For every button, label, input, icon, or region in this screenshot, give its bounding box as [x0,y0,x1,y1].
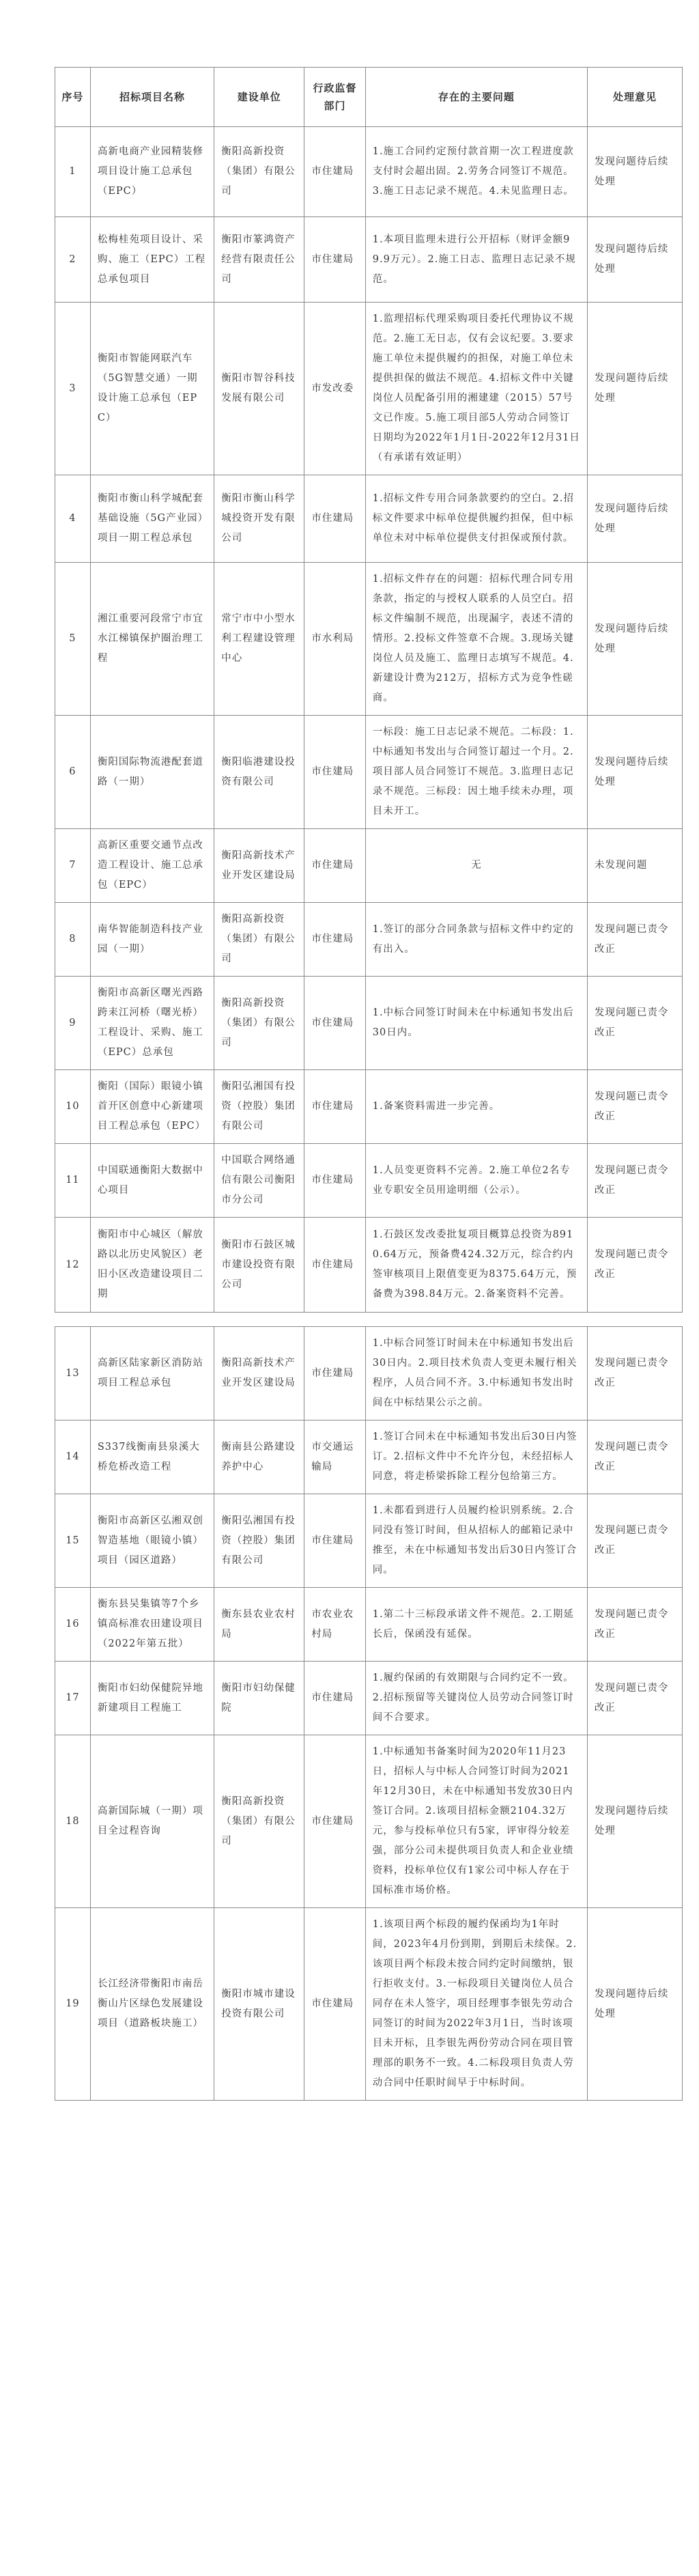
supervision-dept: 市住建局 [304,1494,366,1588]
main-issues: 1.中标通知书备案时间为2020年11月23日，招标人与中标人合同签订时间为2021年12月30日，未在中标通知书发放30日内签订合同。2.该项目招标金额2104.32万元，参与投标单位只有5家，评审得分较差强，部分公司未提供项目负责人和企业业绩资料，投标单位仅有1家公司中标人存在于国标准市场价格。 [365,1735,587,1908]
supervision-dept: 市交通运输局 [304,1420,366,1494]
header-project-name: 招标项目名称 [90,68,214,127]
project-name: 湘江重要河段常宁市宜水江梯镇保护圈治理工程 [90,563,214,716]
row-number: 15 [55,1494,91,1588]
construction-unit: 衡阳市衡山科学城投资开发有限公司 [214,475,304,563]
table-header-row [55,68,683,127]
row-number: 3 [55,303,91,475]
construction-unit: 常宁市中小型水利工程建设管理中心 [214,563,304,716]
main-issues: 1.签订合同未在中标通知书发出后30日内签订。2.招标文件中不允许分包，未经招标人同意，将走桥梁拆除工程分包给第三方。 [365,1420,587,1494]
construction-unit: 衡阳高新投资（集团）有限公司 [214,977,304,1070]
main-issues: 无 [365,829,587,903]
table-row [55,1420,683,1494]
table-row [55,127,683,217]
construction-unit: 衡阳高新投资（集团）有限公司 [214,903,304,977]
row-number: 11 [55,1144,91,1218]
table-gap [55,1313,683,1326]
supervision-dept: 市住建局 [304,1144,366,1218]
supervision-dept: 市住建局 [304,1908,366,2101]
row-number: 2 [55,217,91,303]
table-row [55,1327,683,1420]
supervision-dept: 市水利局 [304,563,366,716]
supervision-dept: 市住建局 [304,903,366,977]
table-row [55,1588,683,1662]
project-name: 衡阳国际物流港配套道路（一期） [90,716,214,829]
handling-opinion: 发现问题已责令改正 [587,1144,682,1218]
handling-opinion: 发现问题待后续处理 [587,127,682,217]
supervision-dept: 市住建局 [304,475,366,563]
handling-opinion: 发现问题待后续处理 [587,303,682,475]
project-name: 高新国际城（一期）项目全过程咨询 [90,1735,214,1908]
construction-unit: 衡阳高新投资（集团）有限公司 [214,127,304,217]
handling-opinion: 发现问题待后续处理 [587,1735,682,1908]
table-row [55,303,683,475]
handling-opinion: 发现问题已责令改正 [587,1327,682,1420]
table-row [55,1144,683,1218]
table-row [55,563,683,716]
row-number: 5 [55,563,91,716]
row-number: 9 [55,977,91,1070]
main-issues: 1.招标文件专用合同条款要约的空白。2.招标文件要求中标单位提供履约担保，但中标单位未对中标单位提供支付担保或预付款。 [365,475,587,563]
handling-opinion: 发现问题已责令改正 [587,1588,682,1662]
handling-opinion: 发现问题待后续处理 [587,1908,682,2101]
construction-unit: 衡阳市妇幼保健院 [214,1662,304,1735]
table-row [55,716,683,829]
row-number: 12 [55,1218,91,1313]
construction-unit: 衡阳弘湘国有投资（控股）集团有限公司 [214,1070,304,1144]
project-name: 长江经济带衡阳市南岳衡山片区绿色发展建设项目（道路板块施工） [90,1908,214,2101]
supervision-dept: 市发改委 [304,303,366,475]
row-number: 10 [55,1070,91,1144]
project-name: 衡阳市高新区弘湘双创智造基地（眼镜小镇）项目（园区道路） [90,1494,214,1588]
project-name: 衡阳（国际）眼镜小镇首开区创意中心新建项目工程总承包（EPC） [90,1070,214,1144]
supervision-dept: 市住建局 [304,1070,366,1144]
handling-opinion: 发现问题已责令改正 [587,1662,682,1735]
table-row [55,475,683,563]
project-name: 衡东县吴集镇等7个乡镇高标准农田建设项目（2022年第五批） [90,1588,214,1662]
supervision-dept: 市住建局 [304,716,366,829]
main-issues: 1.招标文件存在的问题：招标代理合同专用条款，指定的与授权人联系的人员空白。招标文件编制不规范，出现漏字，表述不清的情形。2.投标文件签章不合规。3.现场关键岗位人员及施工、监理日志填写不规范。4.新建设计费为212万，招标方式为竞争性磋商。 [365,563,587,716]
handling-opinion: 发现问题已责令改正 [587,1420,682,1494]
project-name: 高新区陆家新区消防站项目工程总承包 [90,1327,214,1420]
project-name: 高新区重要交通节点改造工程设计、施工总承包（EPC） [90,829,214,903]
handling-opinion: 发现问题已责令改正 [587,977,682,1070]
supervision-dept: 市住建局 [304,1218,366,1313]
row-number: 4 [55,475,91,563]
main-issues: 1.施工合同约定预付款首期一次工程进度款支付时会超出固。2.劳务合同签订不规范。3.施工日志记录不规范。4.未见监理日志。 [365,127,587,217]
handling-opinion: 发现问题已责令改正 [587,1070,682,1144]
table-row [55,1735,683,1908]
inspection-table-part2 [55,1326,683,2101]
inspection-table-part1 [55,67,683,1313]
construction-unit: 衡阳市石鼓区城市建设投资有限公司 [214,1218,304,1313]
supervision-dept: 市住建局 [304,1735,366,1908]
main-issues: 1.石鼓区发改委批复项目概算总投资为8910.64万元，预备费424.32万元，综合约内签审核项目上限值变更为8375.64万元，预备费为398.84万元。2.备案资料不完善。 [365,1218,587,1313]
main-issues: 1.第二十三标段承诺文件不规范。2.工期延长后，保函没有延保。 [365,1588,587,1662]
main-issues: 1.中标合同签订时间未在中标通知书发出后30日内。 [365,977,587,1070]
construction-unit: 中国联合网络通信有限公司衡阳市分公司 [214,1144,304,1218]
main-issues: 1.未都看到进行人员履约检识别系统。2.合同没有签订时间，但从招标人的邮箱记录中推至，未在中标通知书发出后30日内签订合同。 [365,1494,587,1588]
handling-opinion: 未发现问题 [587,829,682,903]
construction-unit: 衡阳市智谷科技发展有限公司 [214,303,304,475]
handling-opinion: 发现问题已责令改正 [587,1218,682,1313]
handling-opinion: 发现问题待后续处理 [587,217,682,303]
construction-unit: 衡南县公路建设养护中心 [214,1420,304,1494]
table-row [55,977,683,1070]
project-name: S337线衡南县泉溪大桥危桥改造工程 [90,1420,214,1494]
row-number: 6 [55,716,91,829]
row-number: 19 [55,1908,91,2101]
construction-unit: 衡阳高新技术产业开发区建设局 [214,1327,304,1420]
main-issues: 1.签订的部分合同条款与招标文件中约定的有出入。 [365,903,587,977]
header-main-issues: 存在的主要问题 [365,68,587,127]
construction-unit: 衡阳弘湘国有投资（控股）集团有限公司 [214,1494,304,1588]
project-name: 高新电商产业园精装修项目设计施工总承包（EPC） [90,127,214,217]
document-page [55,67,683,2101]
table-row [55,903,683,977]
header-supervision-dept: 行政监督部门 [304,68,366,127]
main-issues: 1.该项目两个标段的履约保函均为1年时间，2023年4月份到期，到期后未续保。2.该项目两个标段未按合同约定时间缴纳，银行拒收支付。3.一标段项目关键岗位人员合同存在未人签字，项目经理事李银先劳动合同签订的时间为2022年3月1日，当时该项目未开标，且李银先两份劳动合同在项目管理部的职务不一致。4.二标段项目负责人劳动合同中任职时间早于中标时间。 [365,1908,587,2101]
project-name: 衡阳市中心城区（解放路以北历史风貌区）老旧小区改造建设项目二期 [90,1218,214,1313]
row-number: 16 [55,1588,91,1662]
project-name: 中国联通衡阳大数据中心项目 [90,1144,214,1218]
handling-opinion: 发现问题待后续处理 [587,563,682,716]
supervision-dept: 市住建局 [304,217,366,303]
main-issues: 1.中标合同签订时间未在中标通知书发出后30日内。2.项目技术负责人变更未履行相关程序，人员合同不齐。3.中标通知书发出时间在中标结果公示之前。 [365,1327,587,1420]
construction-unit: 衡阳市篆鸿资产经营有限责任公司 [214,217,304,303]
row-number: 7 [55,829,91,903]
table-row [55,829,683,903]
project-name: 南华智能制造科技产业园（一期） [90,903,214,977]
main-issues: 1.备案资料需进一步完善。 [365,1070,587,1144]
table-row [55,1494,683,1588]
main-issues: 1.人员变更资料不完善。2.施工单位2名专业专职安全员用途明细（公示）。 [365,1144,587,1218]
supervision-dept: 市住建局 [304,1662,366,1735]
supervision-dept: 市住建局 [304,977,366,1070]
project-name: 衡阳市妇幼保健院异地新建项目工程施工 [90,1662,214,1735]
supervision-dept: 市农业农村局 [304,1588,366,1662]
project-name: 衡阳市高新区曙光西路跨耒江河桥（曙光桥）工程设计、采购、施工（EPC）总承包 [90,977,214,1070]
project-name: 松梅桂苑项目设计、采购、施工（EPC）工程总承包项目 [90,217,214,303]
table-row [55,1662,683,1735]
main-issues: 1.本项目监理未进行公开招标（财评金额99.9万元）。2.施工日志、监理日志记录不规范。 [365,217,587,303]
handling-opinion: 发现问题待后续处理 [587,716,682,829]
header-opinion: 处理意见 [587,68,682,127]
construction-unit: 衡阳高新投资（集团）有限公司 [214,1735,304,1908]
main-issues: 1.履约保函的有效期限与合同约定不一致。2.招标预留等关键岗位人员劳动合同签订时间不合要求。 [365,1662,587,1735]
construction-unit: 衡阳市城市建设投资有限公司 [214,1908,304,2101]
construction-unit: 衡阳临港建设投资有限公司 [214,716,304,829]
row-number: 8 [55,903,91,977]
supervision-dept: 市住建局 [304,127,366,217]
table-row [55,1908,683,2101]
table-row [55,1218,683,1313]
main-issues: 1.监理招标代理采购项目委托代理协议不规范。2.施工无日志，仅有会议纪要。3.要求施工单位未提供履约的担保，对施工单位未提供担保的做法不规范。4.招标文件中关键岗位人员配备引用的湘建建（2015）57号文已作废。5.施工项目部5人劳动合同签订日期均为2022年1月1日-2022年12月31日（有承诺有效证明） [365,303,587,475]
table-row [55,217,683,303]
handling-opinion: 发现问题已责令改正 [587,903,682,977]
handling-opinion: 发现问题已责令改正 [587,1494,682,1588]
header-construction-unit: 建设单位 [214,68,304,127]
construction-unit: 衡东县农业农村局 [214,1588,304,1662]
row-number: 1 [55,127,91,217]
construction-unit: 衡阳高新技术产业开发区建设局 [214,829,304,903]
supervision-dept: 市住建局 [304,829,366,903]
row-number: 18 [55,1735,91,1908]
supervision-dept: 市住建局 [304,1327,366,1420]
project-name: 衡阳市衡山科学城配套基础设施（5G产业园）项目一期工程总承包 [90,475,214,563]
handling-opinion: 发现问题待后续处理 [587,475,682,563]
row-number: 13 [55,1327,91,1420]
header-no: 序号 [55,68,91,127]
row-number: 17 [55,1662,91,1735]
main-issues: 一标段：施工日志记录不规范。二标段：1.中标通知书发出与合同签订超过一个月。2.项目部人员合同签订不规范。3.监理日志记录不规范。三标段：因土地手续未办理，项目未开工。 [365,716,587,829]
row-number: 14 [55,1420,91,1494]
project-name: 衡阳市智能网联汽车（5G智慧交通）一期设计施工总承包（EPC） [90,303,214,475]
table-row [55,1070,683,1144]
